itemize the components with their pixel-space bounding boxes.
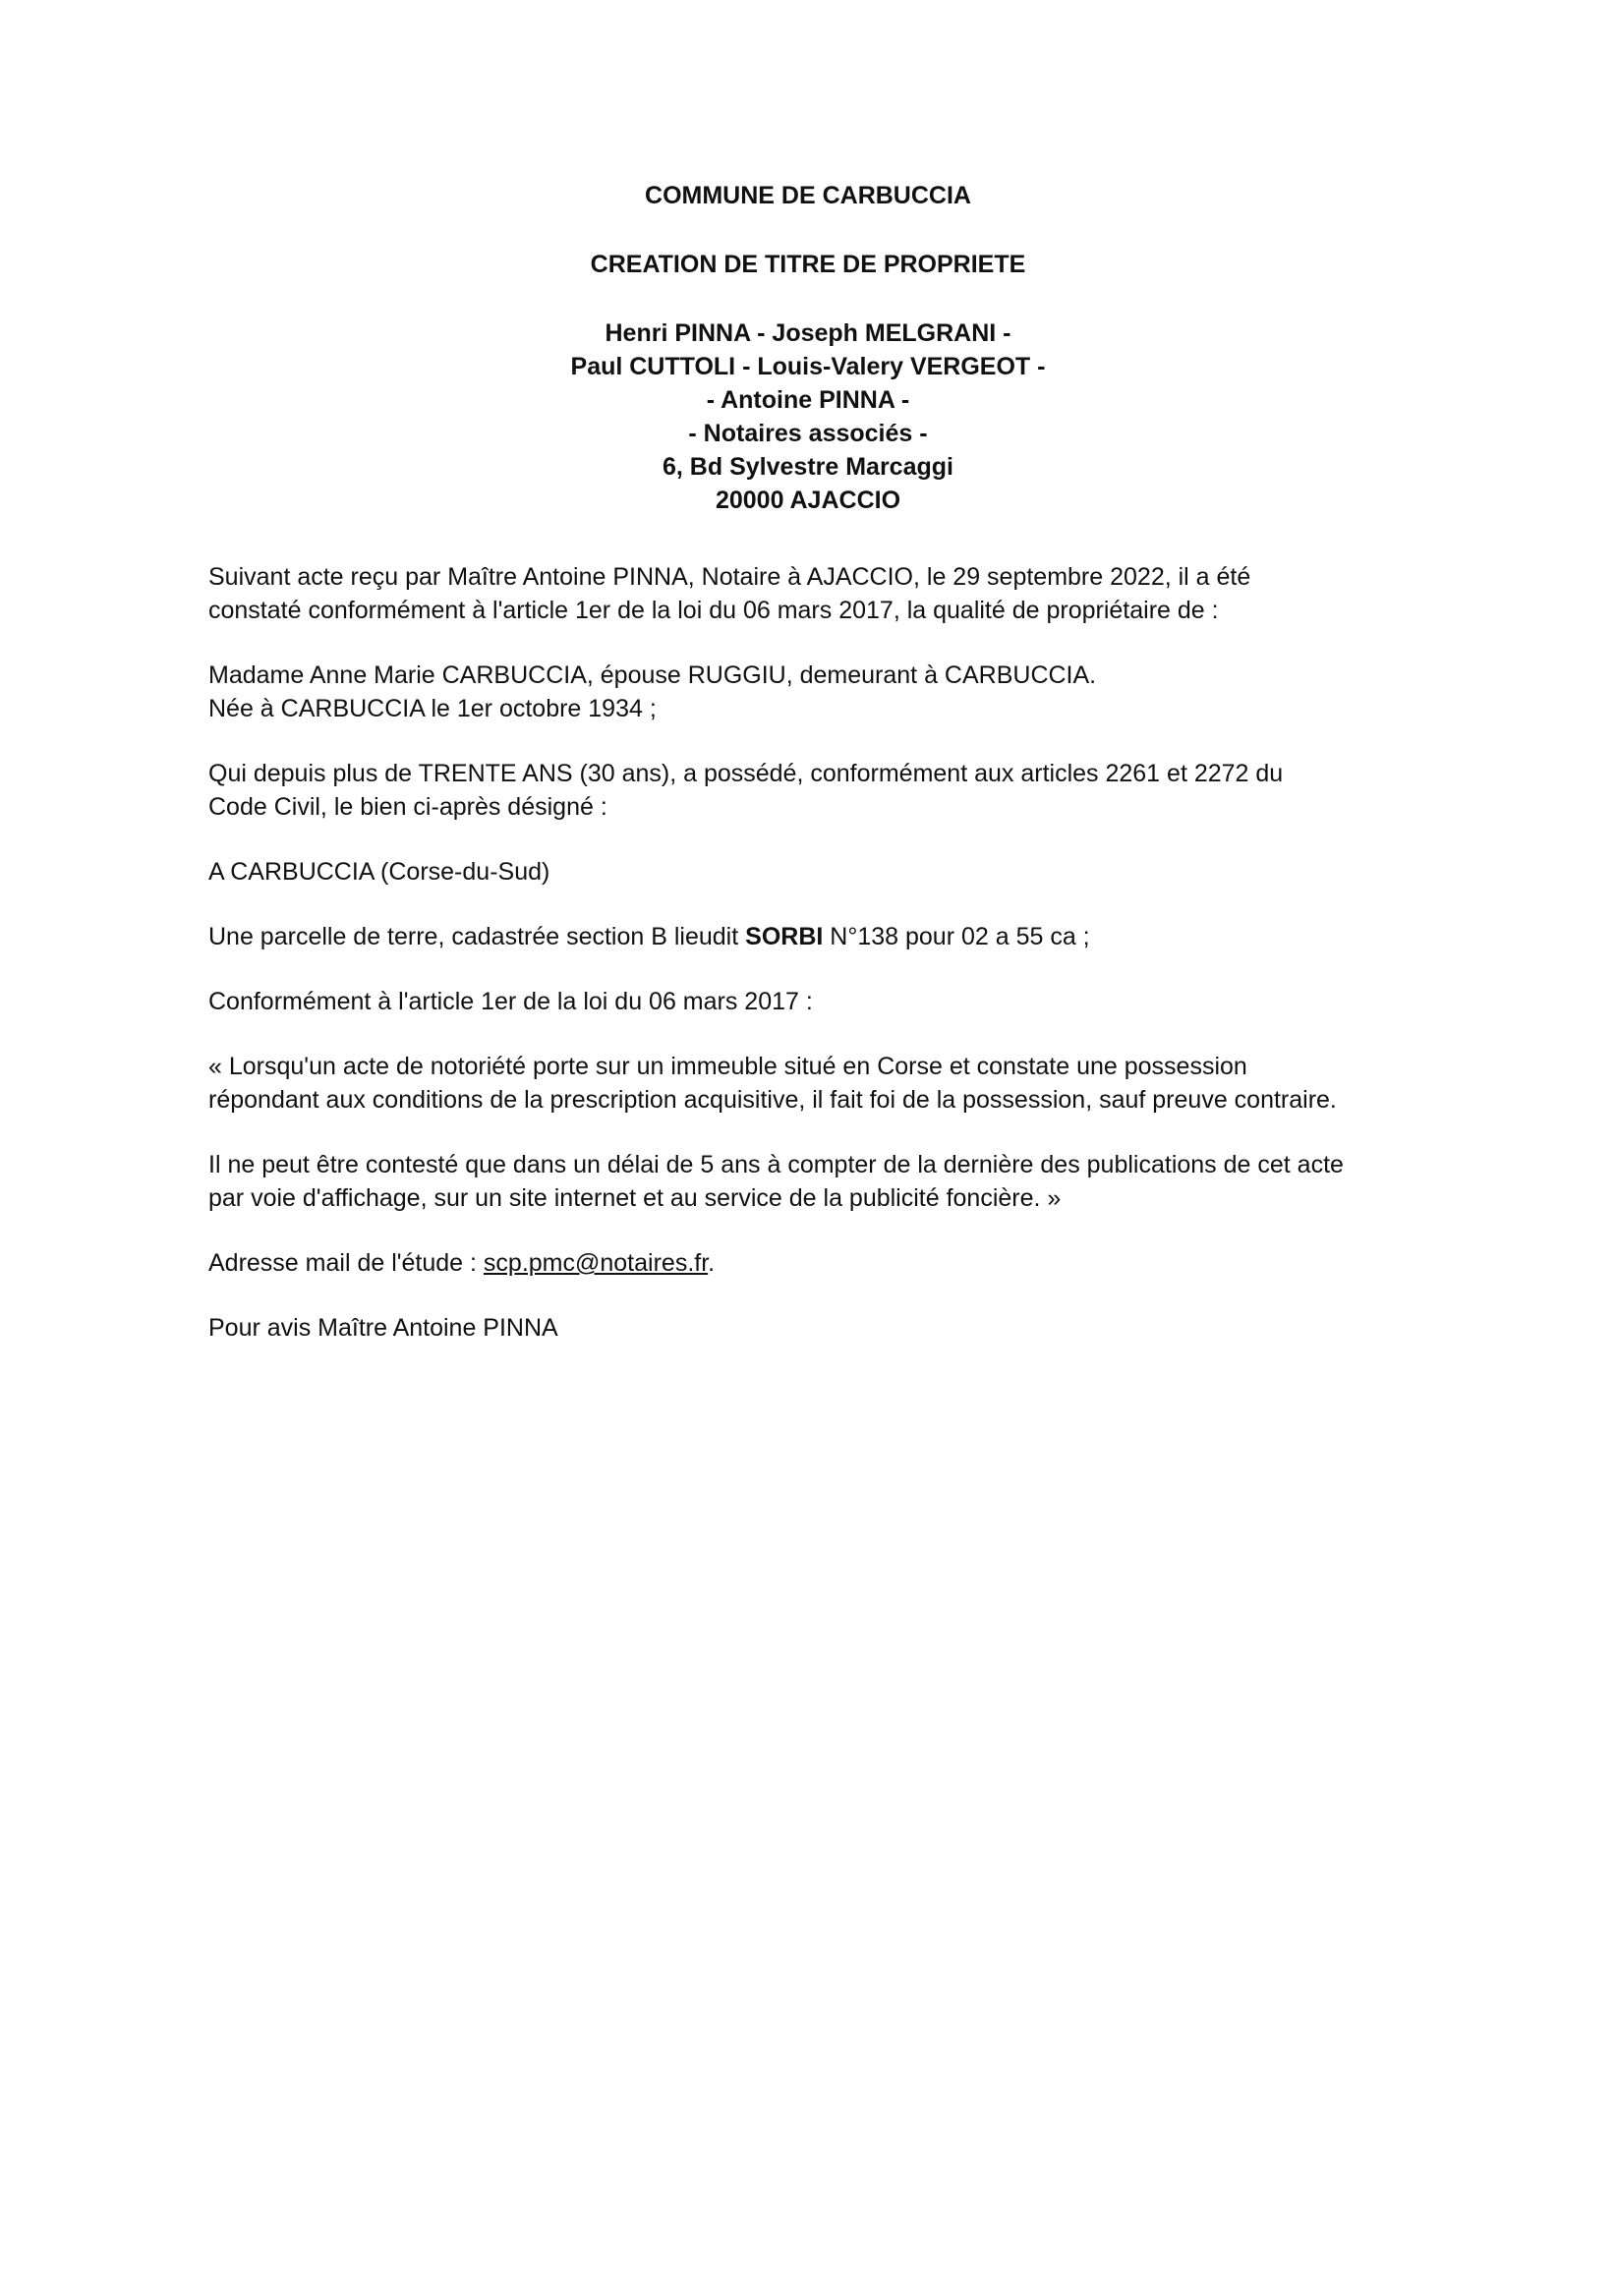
paragraph-possession-line-2: Code Civil, le bien ci-après désigné :: [208, 793, 607, 821]
paragraph-acte: [208, 560, 1486, 627]
paragraph-commune-line: A CARBUCCIA (Corse-du-Sud): [208, 858, 550, 886]
creation-title: CREATION DE TITRE DE PROPRIETE: [590, 251, 1026, 278]
notaries-line-3: - Antoine PINNA -: [706, 386, 910, 414]
paragraph-possession-line-1: Qui depuis plus de TRENTE ANS (30 ans), a possédé, conformément aux articles 2261 et 2272 du: [208, 760, 1284, 787]
email-label: Adresse mail de l'étude :: [208, 1249, 484, 1277]
paragraph-delai-line-1: Il ne peut être contesté que dans un délai de 5 ans à compter de la dernière des publications de cet acte: [208, 1151, 1344, 1178]
office-street: 6, Bd Sylvestre Marcaggi: [663, 453, 953, 481]
paragraph-parcelle-line: [208, 920, 1486, 953]
document-body: [208, 560, 1486, 1376]
paragraph-conformement: [208, 985, 1486, 1018]
office-city: 20000 AJACCIO: [715, 487, 901, 514]
paragraph-email: [208, 1246, 1486, 1280]
paragraph-parcelle: [208, 920, 1486, 953]
paragraph-avis: [208, 1311, 1486, 1345]
paragraph-proprietaire-line-2: Née à CARBUCCIA le 1er octobre 1934 ;: [208, 695, 657, 722]
notaries-line-2: Paul CUTTOLI - Louis-Valery VERGEOT -: [570, 353, 1046, 380]
lieudit-name: SORBI: [745, 923, 824, 950]
paragraph-delai: [208, 1148, 1486, 1215]
paragraph-conformement-line: Conformément à l'article 1er de la loi du 06 mars 2017 :: [208, 988, 813, 1015]
paragraph-avis-line: Pour avis Maître Antoine PINNA: [208, 1314, 558, 1342]
email-trailing-dot: .: [708, 1249, 716, 1277]
paragraph-acte-line-1: Suivant acte reçu par Maître Antoine PINNA, Notaire à AJACCIO, le 29 septembre 2022, il a été: [208, 563, 1251, 591]
notaries-line-1: Henri PINNA - Joseph MELGRANI -: [605, 319, 1011, 347]
parcelle-text-after: N°138 pour 02 a 55 ca ;: [823, 923, 1090, 950]
paragraph-possession: [208, 757, 1486, 824]
paragraph-proprietaire-line-1: Madame Anne Marie CARBUCCIA, épouse RUGGIU, demeurant à CARBUCCIA.: [208, 661, 1097, 689]
email-link[interactable]: scp.pmc@notaires.fr: [483, 1249, 709, 1277]
paragraph-email-line: [208, 1246, 1486, 1280]
paragraph-acte-line-2: constaté conformément à l'article 1er de la loi du 06 mars 2017, la qualité de propriétaire de :: [208, 597, 1219, 624]
paragraph-citation-line-2: répondant aux conditions de la prescription acquisitive, il fait foi de la possession, sauf preuve contraire.: [208, 1086, 1337, 1114]
parcelle-text-before: Une parcelle de terre, cadastrée section B lieudit: [208, 923, 746, 950]
commune-title: COMMUNE DE CARBUCCIA: [645, 182, 971, 209]
paragraph-citation: [208, 1050, 1486, 1117]
paragraph-citation-line-1: « Lorsqu'un acte de notoriété porte sur un immeuble situé en Corse et constate une possession: [208, 1053, 1247, 1080]
notaires-associes: - Notaires associés -: [688, 420, 928, 447]
paragraph-delai-line-2: par voie d'affichage, sur un site internet et au service de la publicité foncière. »: [208, 1184, 1062, 1212]
paragraph-proprietaire: [208, 659, 1486, 725]
document-header: [0, 179, 1616, 517]
paragraph-commune: [208, 855, 1486, 889]
